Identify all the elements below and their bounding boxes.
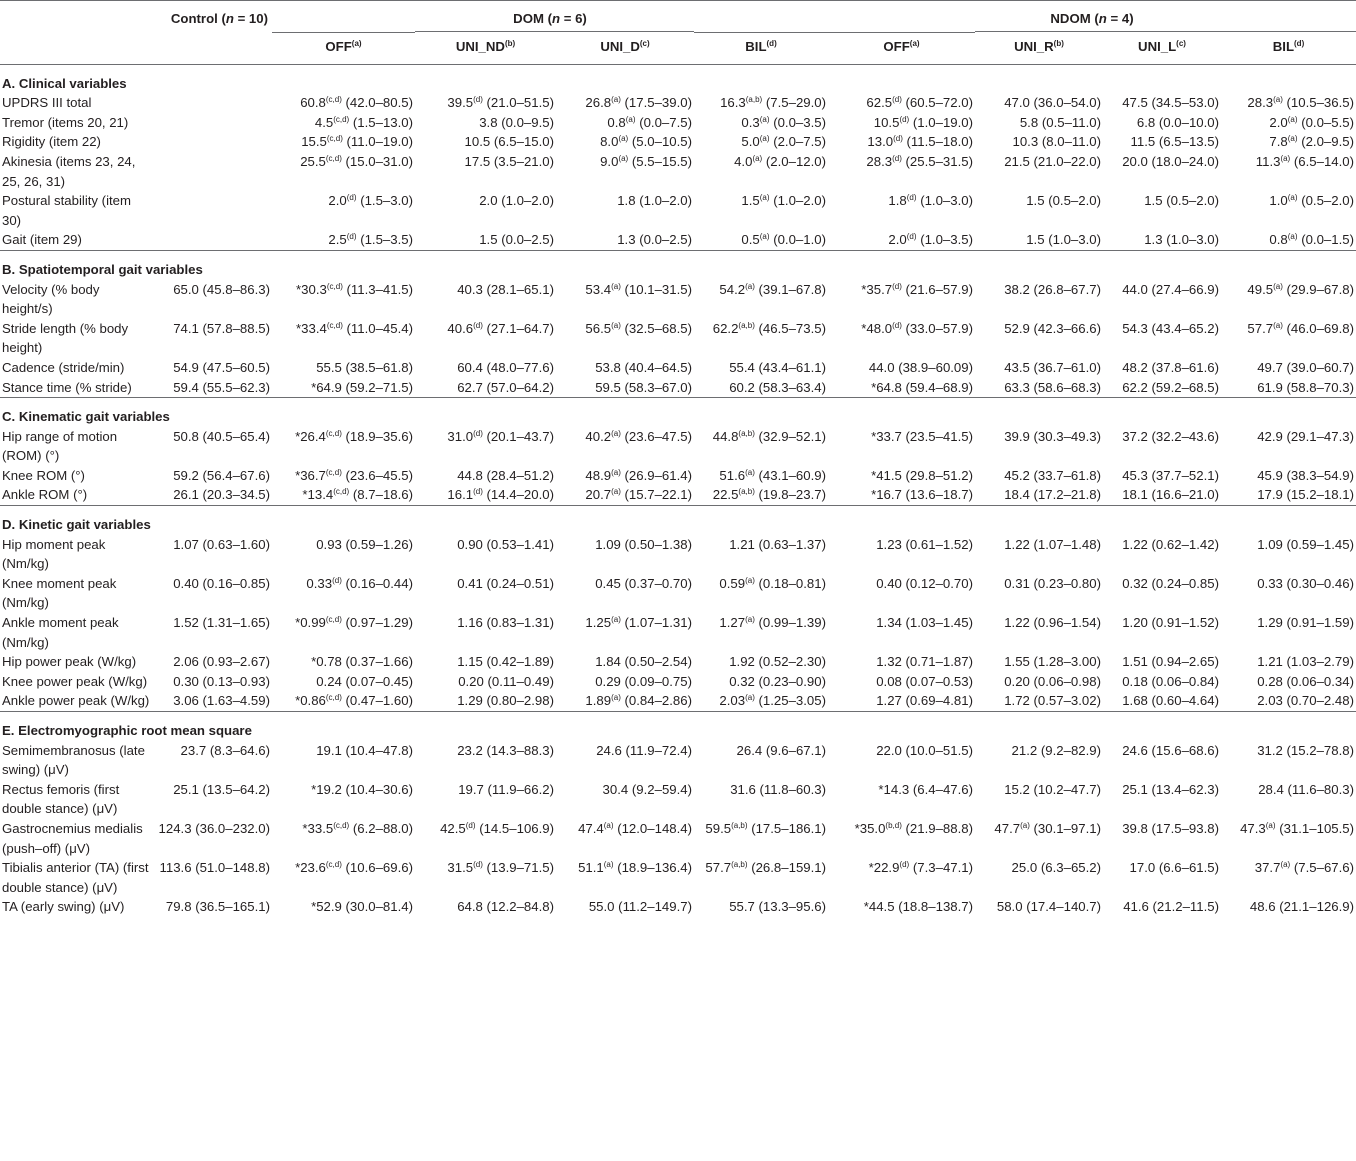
row-label: Stance time (% stride) [2,379,132,395]
row-label: Tibialis anterior (TA) (first double stance) (μV) [2,860,149,895]
value-cell: *19.2 (10.4–30.6) [311,781,413,797]
value-cell: 1.89$^{(a)}$ (0.84–2.86) [585,693,692,709]
value-cell: *0.78 (0.37–1.66) [311,654,413,670]
table-row [0,613,1356,652]
value-cell: 48.9$^{(a)}$ (26.9–61.4) [585,467,692,483]
row-label: Akinesia (items 23, 24, 25, 26, 31) [2,153,136,189]
table-row [0,132,1356,152]
table-row [0,113,1356,133]
row-label: Ankle moment peak (Nm/kg) [2,615,119,650]
control-cell [152,152,272,191]
control-cell: 1.52 (1.31–1.65) [173,615,270,631]
value-cell: 0.8$^{(a)}$ (0.0–7.5) [607,114,692,130]
value-cell: 1.8$^{(d)}$ (1.0–3.0) [888,193,973,209]
value-cell: 0.20 (0.06–0.98) [1004,673,1101,689]
value-cell: 1.15 (0.42–1.89) [457,654,554,670]
value-cell: 55.0 (11.2–149.7) [588,899,692,915]
value-cell: 1.22 (0.62–1.42) [1122,536,1219,552]
value-cell: 11.3$^{(a)}$ (6.5–14.0) [1255,153,1354,169]
row-label: Hip power peak (W/kg) [2,654,137,670]
section-title: D. Kinetic gait variables [0,506,1356,535]
row-label: Stride length (% body height) [2,320,129,356]
value-cell: 1.5 (0.5–2.0) [1026,193,1101,209]
value-cell: 1.23 (0.61–1.52) [876,536,973,552]
control-cell [152,113,272,133]
value-cell: 47.4$^{(a)}$ (12.0–148.4) [578,820,692,836]
value-cell: 45.9 (38.3–54.9) [1257,467,1354,483]
value-cell: 2.0$^{(d)}$ (1.5–3.0) [328,193,413,209]
column-header: UNI_ND$^{(b)}$ [415,32,556,65]
control-cell: 3.06 (1.63–4.59) [173,693,270,709]
value-cell: 38.2 (26.8–67.7) [1004,281,1101,297]
row-label: Knee ROM (°) [2,467,85,483]
value-cell: 1.20 (0.91–1.52) [1122,615,1219,631]
value-cell: 20.0 (18.0–24.0) [1122,153,1219,169]
value-cell: *64.8 (59.4–68.9) [871,379,973,395]
value-cell: 1.22 (1.07–1.48) [1004,536,1101,552]
value-cell: 10.5$^{(d)}$ (1.0–19.0) [873,114,973,130]
value-cell: 19.1 (10.4–47.8) [316,742,413,758]
value-cell: *30.3$^{(c,d)}$ (11.3–41.5) [296,281,413,297]
value-cell: 4.0$^{(a)}$ (2.0–12.0) [734,153,826,169]
table-row [0,780,1356,819]
section-heading [0,506,1356,535]
table-row [0,691,1356,711]
value-cell: 31.0$^{(d)}$ (20.1–43.7) [447,428,554,444]
control-cell [152,191,272,230]
value-cell: 53.4$^{(a)}$ (10.1–31.5) [585,281,692,297]
value-cell: 62.5$^{(d)}$ (60.5–72.0) [866,95,973,111]
value-cell: 62.2 (59.2–68.5) [1122,379,1219,395]
value-cell: 1.3 (0.0–2.5) [617,232,692,248]
value-cell: 8.0$^{(a)}$ (5.0–10.5) [600,134,692,150]
control-cell: 79.8 (36.5–165.1) [165,899,270,915]
value-cell: *26.4$^{(c,d)}$ (18.9–35.6) [295,428,413,444]
value-cell: 61.9 (58.8–70.3) [1257,379,1354,395]
value-cell: *64.9 (59.2–71.5) [311,379,413,395]
value-cell: 0.5$^{(a)}$ (0.0–1.0) [741,232,826,248]
control-cell: 26.1 (20.3–34.5) [173,487,270,503]
value-cell: 40.6$^{(d)}$ (27.1–64.7) [447,320,554,336]
value-cell: 0.8$^{(a)}$ (0.0–1.5) [1269,232,1354,248]
value-cell: 25.1 (13.4–62.3) [1122,781,1219,797]
section-title: A. Clinical variables [0,64,1356,93]
value-cell: 0.31 (0.23–0.80) [1004,575,1101,591]
value-cell: 58.0 (17.4–140.7) [996,899,1101,915]
value-cell: *0.99$^{(c,d)}$ (0.97–1.29) [295,615,413,631]
value-cell: 2.0$^{(d)}$ (1.0–3.5) [888,232,973,248]
section-title: E. Electromyographic root mean square [0,712,1356,741]
table-row [0,230,1356,250]
value-cell: 59.5$^{(a,b)}$ (17.5–186.1) [705,820,826,836]
value-cell: 48.2 (37.8–61.6) [1122,359,1219,375]
value-cell: 1.51 (0.94–2.65) [1122,654,1219,670]
value-cell: 1.68 (0.60–4.64) [1122,693,1219,709]
section-heading [0,398,1356,427]
value-cell: 0.32 (0.23–0.90) [729,673,826,689]
section-heading [0,250,1356,279]
value-cell: 60.4 (48.0–77.6) [457,359,554,375]
value-cell: 19.7 (11.9–66.2) [458,781,554,797]
column-header: $UNI\_L^{(c)}$ [1103,32,1221,65]
row-label: Ankle ROM (°) [2,487,88,503]
value-cell: 0.08 (0.07–0.53) [876,673,973,689]
value-cell: 44.8 (28.4–51.2) [457,467,554,483]
table-row [0,897,1356,917]
value-cell: 0.32 (0.24–0.85) [1122,575,1219,591]
value-cell: 60.2 (58.3–63.4) [729,379,826,395]
table-row [0,485,1356,505]
value-cell: *33.5$^{(c,d)}$ (6.2–88.0) [302,820,413,836]
value-cell: 1.72 (0.57–3.02) [1004,693,1101,709]
value-cell: 15.2 (10.2–47.7) [1004,781,1101,797]
value-cell: 1.5 (0.0–2.5) [479,232,554,248]
value-cell: 16.3$^{(a,b)}$ (7.5–29.0) [720,95,826,111]
value-cell: 28.3$^{(a)}$ (10.5–36.5) [1247,95,1354,111]
row-label: Hip moment peak (Nm/kg) [2,536,106,572]
value-cell: *0.86$^{(c,d)}$ (0.47–1.60) [295,693,413,709]
table-row [0,319,1356,358]
row-label: Tremor (items 20, 21) [2,114,129,130]
value-cell: 39.8 (17.5–93.8) [1122,820,1219,836]
value-cell: 1.21 (0.63–1.37) [729,536,826,552]
control-cell: 124.3 (36.0–232.0) [158,820,270,836]
value-cell: 1.16 (0.83–1.31) [457,615,554,631]
value-cell: 2.0 (1.0–2.0) [479,193,554,209]
row-label: Hip range of motion (ROM) (°) [2,428,118,464]
value-cell: 26.4 (9.6–67.1) [736,742,826,758]
row-label: Rectus femoris (first double stance) (μV) [2,781,120,817]
value-cell: 2.5$^{(d)}$ (1.5–3.5) [328,232,413,248]
value-cell: 49.7 (39.0–60.7) [1257,359,1354,375]
control-header: Control (n = 10) [170,11,268,26]
value-cell: 57.7$^{(a,b)}$ (26.8–159.1) [705,860,826,876]
value-cell: 55.4 (43.4–61.1) [729,359,826,375]
value-cell: 0.93 (0.59–1.26) [316,536,413,552]
value-cell: 0.28 (0.06–0.34) [1257,673,1354,689]
value-cell: 59.5 (58.3–67.0) [595,379,692,395]
column-header: BIL$^{(d)}$ [694,32,828,65]
value-cell: 31.2 (15.2–78.8) [1257,742,1354,758]
column-header: OFF$^{(a)}$ [272,32,415,65]
value-cell: 47.7$^{(a)}$ (30.1–97.1) [994,820,1101,836]
value-cell: *16.7 (13.6–18.7) [871,487,973,503]
value-cell: 5.8 (0.5–11.0) [1019,114,1101,130]
value-cell: 30.4 (9.2–59.4) [602,781,692,797]
value-cell: 31.6 (11.8–60.3) [730,781,826,797]
value-cell: 47.0 (36.0–54.0) [1004,95,1101,111]
row-label: UPDRS III total [2,95,92,111]
value-cell: 1.25$^{(a)}$ (1.07–1.31) [585,615,692,631]
table-row [0,652,1356,672]
value-cell: *44.5 (18.8–138.7) [863,899,973,915]
value-cell: 0.29 (0.09–0.75) [595,673,692,689]
value-cell: *41.5 (29.8–51.2) [871,467,973,483]
value-cell: 45.3 (37.7–52.1) [1122,467,1219,483]
value-cell: 1.0$^{(a)}$ (0.5–2.0) [1269,193,1354,209]
control-cell: 113.6 (51.0–148.8) [159,860,270,876]
table-row [0,427,1356,466]
value-cell: 18.1 (16.6–21.0) [1122,487,1219,503]
value-cell: 17.9 (15.2–18.1) [1257,487,1354,503]
value-cell: 2.03$^{(a)}$ (1.25–3.05) [719,693,826,709]
value-cell: 3.8 (0.0–9.5) [479,114,554,130]
value-cell: 31.5$^{(d)}$ (13.9–71.5) [447,860,554,876]
value-cell: 63.3 (58.6–68.3) [1004,379,1101,395]
value-cell: 1.34 (1.03–1.45) [876,615,973,631]
table-row [0,819,1356,858]
row-label: Postural stability (item 30) [2,193,131,228]
value-cell: 1.27$^{(a)}$ (0.99–1.39) [719,615,826,631]
row-label: Cadence (stride/min) [2,359,125,375]
value-cell: 16.1$^{(d)}$ (14.4–20.0) [447,487,554,503]
column-header: $UNI\_D^{(c)}$ [556,32,694,65]
value-cell: 62.7 (57.0–64.2) [457,379,554,395]
value-cell: *33.4$^{(c,d)}$ (11.0–45.4) [296,320,413,336]
value-cell: 49.5$^{(a)}$ (29.9–67.8) [1247,281,1354,297]
table-row [0,191,1356,230]
value-cell: 44.0 (38.9–60.09) [868,359,973,375]
section-heading [0,712,1356,741]
value-cell: 44.8$^{(a,b)}$ (32.9–52.1) [712,428,826,444]
value-cell: *13.4$^{(c,d)}$ (8.7–18.6) [302,487,413,503]
value-cell: 6.8 (0.0–10.0) [1136,114,1219,130]
value-cell: *36.7$^{(c,d)}$ (23.6–45.5) [295,467,413,483]
value-cell: 15.5$^{(c,d)}$ (11.0–19.0) [301,134,413,150]
value-cell: 0.33$^{(d)}$ (0.16–0.44) [306,575,413,591]
value-cell: 45.2 (33.7–61.8) [1004,467,1101,483]
value-cell: 21.2 (9.2–82.9) [1011,742,1101,758]
section-heading [0,64,1356,93]
value-cell: 55.5 (38.5–61.8) [316,359,413,375]
value-cell: 1.84 (0.50–2.54) [595,654,692,670]
dom-header: DOM (n = 6) [513,11,587,26]
value-cell: 20.7$^{(a)}$ (15.7–22.1) [585,487,692,503]
control-cell: 1.07 (0.63–1.60) [173,536,270,552]
row-label: Rigidity (item 22) [2,134,101,150]
value-cell: 1.09 (0.50–1.38) [595,536,692,552]
value-cell: 62.2$^{(a,b)}$ (46.5–73.5) [712,320,826,336]
row-label: TA (early swing) (μV) [2,899,125,915]
value-cell: 17.0 (6.6–61.5) [1129,860,1219,876]
value-cell: 0.59$^{(a)}$ (0.18–0.81) [719,575,826,591]
table-row [0,574,1356,613]
value-cell: 11.5 (6.5–13.5) [1130,134,1219,150]
value-cell: 2.0$^{(a)}$ (0.0–5.5) [1269,114,1354,130]
value-cell: 10.3 (8.0–11.0) [1012,134,1101,150]
value-cell: 24.6 (11.9–72.4) [596,742,692,758]
value-cell: 5.0$^{(a)}$ (2.0–7.5) [741,134,826,150]
value-cell: 1.27 (0.69–4.81) [876,693,973,709]
row-label: Knee power peak (W/kg) [2,673,148,689]
row-label: Knee moment peak (Nm/kg) [2,575,117,611]
value-cell: 57.7$^{(a)}$ (46.0–69.8) [1247,320,1354,336]
value-cell: 0.40 (0.12–0.70) [876,575,973,591]
table-row [0,378,1356,398]
value-cell: 4.5$^{(c,d)}$ (1.5–13.0) [314,114,413,130]
value-cell: 47.3$^{(a)}$ (31.1–105.5) [1240,820,1354,836]
value-cell: 1.55 (1.28–3.00) [1004,654,1101,670]
row-label: Velocity (% body height/s) [2,281,100,317]
value-cell: *48.0$^{(d)}$ (33.0–57.9) [861,320,973,336]
table-row [0,466,1356,486]
value-cell: *33.7 (23.5–41.5) [871,428,973,444]
value-cell: *35.0$^{(b,d)}$ (21.9–88.8) [854,820,973,836]
table-row [0,672,1356,692]
table-row [0,858,1356,897]
value-cell: 18.4 (17.2–21.8) [1004,487,1101,503]
value-cell: 0.18 (0.06–0.84) [1122,673,1219,689]
value-cell: *35.7$^{(d)}$ (21.6–57.9) [861,281,973,297]
value-cell: 52.9 (42.3–66.6) [1004,320,1101,336]
value-cell: 26.8$^{(a)}$ (17.5–39.0) [585,95,692,111]
value-cell: 1.22 (0.96–1.54) [1004,615,1101,631]
column-header: OFF$^{(a)}$ [828,32,975,65]
value-cell: 37.7$^{(a)}$ (7.5–67.6) [1254,860,1354,876]
table-row [0,358,1356,378]
control-cell: 59.2 (56.4–67.6) [173,467,270,483]
value-cell: 0.24 (0.07–0.45) [316,673,413,689]
value-cell: 1.92 (0.52–2.30) [729,654,826,670]
value-cell: 51.6$^{(a)}$ (43.1–60.9) [719,467,826,483]
value-cell: 0.41 (0.24–0.51) [457,575,554,591]
column-header: BIL$^{(d)}$ [1221,32,1356,65]
value-cell: 17.5 (3.5–21.0) [464,153,554,169]
value-cell: 39.9 (30.3–49.3) [1004,428,1101,444]
value-cell: 41.6 (21.2–11.5) [1123,899,1219,915]
table-row [0,93,1356,113]
value-cell: 10.5 (6.5–15.0) [464,134,554,150]
ndom-header: NDOM (n = 4) [1050,11,1134,26]
value-cell: 43.5 (36.7–61.0) [1004,359,1101,375]
value-cell: 42.5$^{(d)}$ (14.5–106.9) [440,820,554,836]
control-cell: 25.1 (13.5–64.2) [173,781,270,797]
control-cell [152,230,272,250]
value-cell: *23.6$^{(c,d)}$ (10.6–69.6) [295,860,413,876]
value-cell: 21.5 (21.0–22.0) [1004,153,1101,169]
control-cell: 0.40 (0.16–0.85) [173,575,270,591]
value-cell: 7.8$^{(a)}$ (2.0–9.5) [1269,134,1354,150]
table-row [0,152,1356,191]
row-label: Gastrocnemius medialis (push–off) (μV) [2,820,143,856]
table-row [0,741,1356,780]
control-cell [152,132,272,152]
value-cell: 25.0 (6.3–65.2) [1011,860,1101,876]
value-cell: 2.03 (0.70–2.48) [1257,693,1354,709]
control-cell: 2.06 (0.93–2.67) [173,654,270,670]
column-header: $UNI\_R^{(b)}$ [975,32,1103,65]
value-cell: 23.2 (14.3–88.3) [457,742,554,758]
value-cell: 55.7 (13.3–95.6) [729,899,826,915]
value-cell: 22.0 (10.0–51.5) [876,742,973,758]
control-cell: 59.4 (55.5–62.3) [173,379,270,395]
row-label: Gait (item 29) [2,232,82,248]
value-cell: 1.5 (0.5–2.0) [1144,193,1219,209]
value-cell: 47.5 (34.5–53.0) [1122,95,1219,111]
control-cell [152,93,272,113]
row-label: Ankle power peak (W/kg) [2,693,150,709]
value-cell: 37.2 (32.2–43.6) [1122,428,1219,444]
value-cell: 1.5$^{(a)}$ (1.0–2.0) [741,193,826,209]
value-cell: 13.0$^{(d)}$ (11.5–18.0) [867,134,973,150]
control-cell: 74.1 (57.8–88.5) [173,320,270,336]
value-cell: 0.45 (0.37–0.70) [595,575,692,591]
value-cell: 60.8$^{(c,d)}$ (42.0–80.5) [300,95,413,111]
value-cell: 42.9 (29.1–47.3) [1257,428,1354,444]
control-cell: 0.30 (0.13–0.93) [173,673,270,689]
value-cell: 39.5$^{(d)}$ (21.0–51.5) [447,95,554,111]
value-cell: *52.9 (30.0–81.4) [311,899,413,915]
value-cell: 40.3 (28.1–65.1) [457,281,554,297]
control-cell: 50.8 (40.5–65.4) [173,428,270,444]
value-cell: 1.09 (0.59–1.45) [1257,536,1354,552]
value-cell: 54.2$^{(a)}$ (39.1–67.8) [719,281,826,297]
section-title: C. Kinematic gait variables [0,398,1356,427]
value-cell: 22.5$^{(a,b)}$ (19.8–23.7) [712,487,826,503]
value-cell: 40.2$^{(a)}$ (23.6–47.5) [585,428,692,444]
value-cell: 1.5 (1.0–3.0) [1026,232,1101,248]
value-cell: 1.32 (0.71–1.87) [876,654,973,670]
value-cell: 48.6 (21.1–126.9) [1249,899,1354,915]
value-cell: 64.8 (12.2–84.8) [457,899,554,915]
value-cell: 1.29 (0.91–1.59) [1257,615,1354,631]
table-footnotes [0,917,1356,921]
value-cell: 54.3 (43.4–65.2) [1122,320,1219,336]
value-cell: 1.3 (1.0–3.0) [1144,232,1219,248]
value-cell: 9.0$^{(a)}$ (5.5–15.5) [600,153,692,169]
value-cell: 53.8 (40.4–64.5) [595,359,692,375]
value-cell: 1.29 (0.80–2.98) [457,693,554,709]
control-cell: 54.9 (47.5–60.5) [173,359,270,375]
value-cell: 1.21 (1.03–2.79) [1257,654,1354,670]
value-cell: 1.8 (1.0–2.0) [617,193,692,209]
control-cell: 23.7 (8.3–64.6) [180,742,270,758]
row-label: Semimembranosus (late swing) (μV) [2,742,145,778]
value-cell: 56.5$^{(a)}$ (32.5–68.5) [585,320,692,336]
table-row [0,535,1356,574]
control-cell: 65.0 (45.8–86.3) [173,281,270,297]
section-title: B. Spatiotemporal gait variables [0,250,1356,279]
value-cell: 25.5$^{(c,d)}$ (15.0–31.0) [300,153,413,169]
value-cell: 51.1$^{(a)}$ (18.9–136.4) [578,860,692,876]
value-cell: 28.3$^{(d)}$ (25.5–31.5) [866,153,973,169]
value-cell: 0.90 (0.53–1.41) [457,536,554,552]
value-cell: 24.6 (15.6–68.6) [1122,742,1219,758]
value-cell: *22.9$^{(d)}$ (7.3–47.1) [868,860,973,876]
value-cell: 44.0 (27.4–66.9) [1122,281,1219,297]
table-row [0,280,1356,319]
value-cell: 0.3$^{(a)}$ (0.0–3.5) [741,114,826,130]
value-cell: *14.3 (6.4–47.6) [878,781,973,797]
value-cell: 0.20 (0.11–0.49) [458,673,554,689]
value-cell: 0.33 (0.30–0.46) [1257,575,1354,591]
value-cell: 28.4 (11.6–80.3) [1258,781,1354,797]
